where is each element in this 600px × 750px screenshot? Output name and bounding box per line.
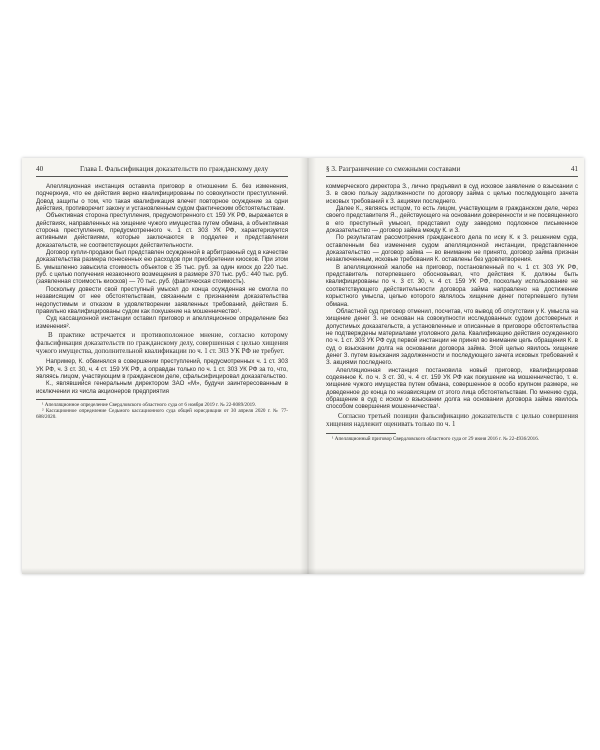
paragraph: Областной суд приговор отменил, посчитав, что вывод об отсутствии у К. умысла на хищение денег З. не основан на совокупности исследованных судом достоверных и допустимых доказательств, а установленные и описанные в приговоре обстоятельства не подтверждены материалами уголовного дела. Квалификацию действия осужденного по ч. 1 ст. 303 УК РФ суд первой инстанции не принял во внимание цель обращения К. в суд о взыскании долга на основании договора займа. Этой целью явилось хищение денег З. путем взыскания задолженности и последующего зачета исковых требований к З. акциями последнего. [326,307,578,367]
page-edge-shadow [22,568,584,574]
right-page [326,164,578,568]
left-page-number: 40 [36,165,44,173]
paragraph: Далее К., являясь истцом, то есть лицом, участвующим в гражданском деле, через своего представителя Я., действующего на основании доверенности и не посвященного в его преступный умысел, представил суду заведомо подложное письменное доказательство — договор займа между К. и З. [326,205,578,235]
left-running-title: Глава I. Фальсификация доказательств по гражданскому делу [80,165,269,173]
paragraph: Например, К. обвинялся в совершении преступлений, предусмотренных ч. 1 ст. 303 УК РФ, ч. 3 ст. 30, ч. 4 ст. 159 УК РФ, а оправдан только по ч. 1 ст. 303 УК РФ за то, что, являясь лицом, участвующим в гражданском деле, сфальсифицировал доказательство. [36,358,288,380]
footnote-rule [326,433,396,434]
left-main-text [36,332,288,356]
paragraph: Согласно третьей позиции фальсификацию доказательств с целью совершения хищения надлежит оценивать только по ч. 1 [326,412,578,428]
paragraph: Апелляционная инстанция оставила приговор в отношении Б. без изменения, подчеркнув, что ее действия верно квалифицированы по совокупности преступлений. Довод защиты о том, что такая квалификация влечет повторное осуждение за одни действия, противоречит закону и установленным судом фактическим обстоятельствам. [36,183,288,213]
footnote: ¹ Апелляционное определение Свердловского областного суда от 6 ноября 2019 г. № 22-8089/2019. [42,401,256,408]
book-spread [22,158,584,574]
book-gutter [300,158,316,574]
paragraph: В практике встречается и противоположное мнение, согласно которому фальсификация доказательств по гражданскому делу, совершенная с целью хищения чужого имущества, дополнительной квалификации по ч. 1 ст. 303 УК РФ не требует. [36,331,288,356]
left-running-head [36,164,288,177]
paragraph: К., являвшийся генеральным директором ЗАО «М», будучи заинтересованным в исключении из числа акционеров предприятия [36,380,288,395]
paragraph: Договор купли-продажи был представлен осужденной в арбитражный суд в качестве доказательства размера понесенных ею расходов при приобретении киосков. При этом Б. умышленно завысила стоимость объектов с 35 тыс. руб. за один киоск до 220 тыс. руб. с целью получения незаконного возмещения в размере 370 тыс. руб.: 440 тыс. руб. (заявленная стоимость киосков) — 70 тыс. руб. (фактическая стоимость). [36,249,288,286]
paragraph: Поскольку довести свой преступный умысел до конца осужденная не смогла по независящим от нее обстоятельствам, связанным с признанием доказательства недопустимым и отказом в удовлетворении заявленных требований, действия Б. правильно квалифицированы судом как покушение на мошенничество¹. [36,285,288,315]
right-page-number: 41 [570,165,578,173]
paragraph: коммерческого директора З., лично предъявил в суд исковое заявление о взыскании с З. в свою пользу задолженности по договору займа с целью последующего зачета исковых требований к З. акциями последнего. [326,183,578,205]
right-case-text [326,183,578,411]
left-footnotes [36,402,288,421]
right-footnotes [326,436,578,442]
right-main-text [326,413,578,429]
footnote: ¹ Апелляционный приговор Свердловского областного суда от 29 июня 2016 г. № 22-4936/2016. [332,435,540,442]
paragraph: Суд кассационной инстанции оставил приговор и апелляционное определение без изменения². [36,315,288,330]
paragraph: Апелляционная инстанция постановила новый приговор, квалифицировав содеянное К. по ч. 3 ст. 30, ч. 4 ст. 159 УК РФ как покушение на мошенничество, т. е. хищение чужого имущества путем обмана, совершенное в особо крупном размере, не доведенное до конца по независящим от этого лица обстоятельствам. По мнению суда, обращение в суд с иском о взыскании долга на основании договора займа явилось способом совершения мошенничества¹. [326,366,578,411]
paragraph: В апелляционной жалобе на приговор, постановленный по ч. 1 ст. 303 УК РФ, представитель потерпевшего обосновывал, что действия К. должны быть квалифицированы по ч. 3 ст. 30, ч. 4 ст. 159 УК РФ, поскольку использование не соответствующего действительности договора займа направлено на достижение корыстного умысла, целью которого являлось хищение денег потерпевшего путем обмана. [326,263,578,308]
left-page [36,164,288,568]
left-case-text [36,183,288,330]
paragraph: Объективная сторона преступления, предусмотренного ст. 159 УК РФ, выражается в действиях, направленных на хищение чужого имущества путем обмана, а объективная сторона преступления, предусмотренного ч. 1 ст. 303 УК РФ, характеризуется активными действиями, которые заключаются в подделке и представлении доказательств, не соответствующих действительности. [36,212,288,249]
footnote: ² Кассационное определение Седьмого кассационного суда общей юрисдикции от 30 апреля 2020 г. № 77-688/2020. [36,408,288,421]
left-example-text [36,358,288,395]
paragraph: По результатам рассмотрения гражданского дела по иску К. к З. решением суда, оставленным без изменения судом апелляционной инстанции, представленное доказательство — договор займа — во внимание не принято, договор займа признан незаключенным, исковые требования К. оставлены без удовлетворения. [326,234,578,264]
right-running-title: § 3. Разграничение со смежными составами [326,165,461,173]
footnote-rule [36,399,106,400]
right-running-head [326,164,578,177]
